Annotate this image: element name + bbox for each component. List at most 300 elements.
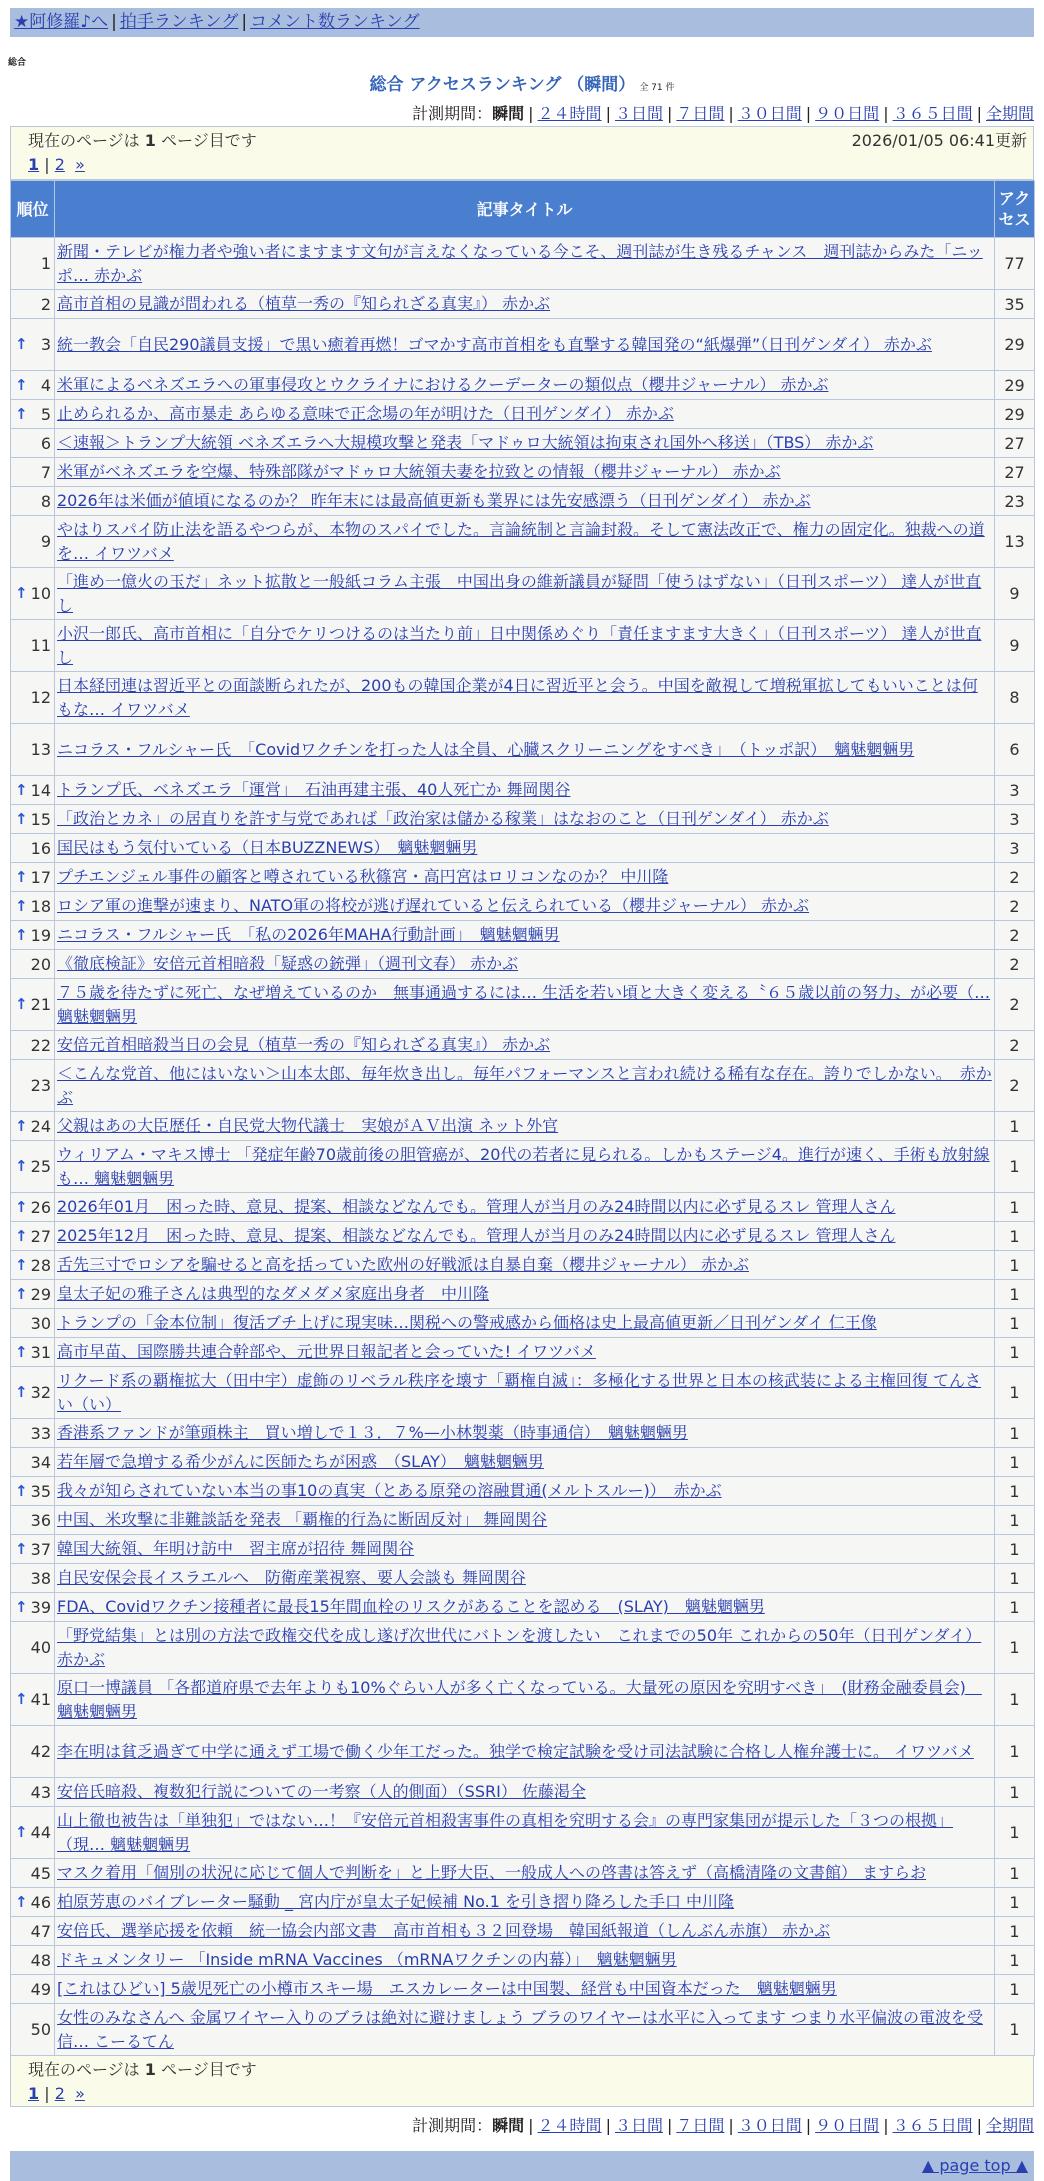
current-page-info: 現在のページは 1 ページ目です [28, 131, 257, 150]
title-cell [55, 1309, 995, 1338]
rank-cell [11, 1888, 55, 1917]
rank-number: 27 [30, 1226, 51, 1246]
rank-up-arrow-icon: ↑ [15, 1157, 28, 1175]
page-link-1-bottom[interactable]: 1 [28, 2084, 40, 2103]
article-link[interactable]: 我々が知らされていない本当の事10の真実（とある原発の溶融貫通(メルトスルー)） 赤かぶ [57, 1481, 722, 1500]
period-label: 計測期間： [412, 2116, 493, 2135]
rank-up-arrow-icon: ↑ [15, 375, 28, 394]
table-row [11, 863, 1035, 892]
access-count: 27 [995, 429, 1035, 458]
article-link[interactable]: 自民安保会長イスラエルへ 防衛産業視察、要人会談も 舞岡関谷 [57, 1568, 526, 1587]
period-current: 瞬間 [492, 2116, 525, 2135]
rank-cell [11, 290, 55, 319]
table-row [11, 1622, 1035, 1674]
article-link[interactable]: 2026年は米価が値頃になるのか？ 昨年末には最高値更新も業界には先安感漂う（日刊ゲンダイ） 赤かぶ [57, 491, 811, 510]
rank-cell [11, 892, 55, 921]
article-link[interactable]: 《徹底検証》安倍元首相暗殺「疑惑の銃弾」（週刊文春） 赤かぶ [57, 954, 519, 973]
rank-number: 44 [30, 1823, 51, 1842]
rank-number: 14 [30, 780, 51, 800]
rank-number: 8 [40, 491, 51, 511]
article-link[interactable]: 統一教会「自民290議員支援」で黒い癒着再燃！ゴマかす高市首相をも直撃する韓国発の“紙爆弾”（日刊ゲンダイ） 赤かぶ [57, 334, 932, 354]
article-link[interactable]: プチエンジェル事件の顧客と噂されている秋篠宮・高円宮はロリコンなのか？ 中川隆 [57, 867, 669, 886]
rank-number: 4 [40, 375, 51, 395]
access-count: 1 [995, 1222, 1035, 1251]
period-30d[interactable]: ３０日間 [737, 104, 802, 123]
article-link[interactable]: 2025年12月 困った時、意見、提案、相談などなんでも。管理人が当月のみ24時間以内に必ず見るスレ 管理人さん [57, 1226, 896, 1245]
article-link[interactable]: 安倍氏、選挙応援を依頼 統一協会内部文書 高市首相も３２回登場 韓国紙報道（しんぶん赤旗） 赤かぶ [57, 1921, 831, 1940]
article-link[interactable]: 新聞・テレビが権力者や強い者にますます文句が言えなくなっている今こそ、週刊誌が生き残るチャンス 週刊誌からみた「ニッポ… 赤かぶ [57, 241, 983, 285]
access-count: 29 [995, 319, 1035, 371]
table-row [11, 1778, 1035, 1807]
rank-cell [11, 1564, 55, 1593]
rank-cell [11, 1593, 55, 1622]
access-count: 3 [995, 834, 1035, 863]
access-count: 8 [995, 672, 1035, 724]
rank-number: 32 [30, 1383, 51, 1402]
access-count: 3 [995, 776, 1035, 805]
article-link[interactable]: 「政治とカネ」の居直りを許す与党であれば「政治家は儲かる稼業」はなおのこと（日刊ゲンダイ） 赤かぶ [57, 809, 829, 828]
rank-up-arrow-icon: ↑ [15, 809, 28, 828]
title-cell [55, 1031, 995, 1060]
article-link[interactable]: 皇太子妃の雅子さんは典型的なダメダメ家庭出身者 中川隆 [57, 1284, 490, 1303]
rank-cell [11, 319, 55, 371]
rank-number: 28 [30, 1255, 51, 1275]
title-cell [55, 1726, 995, 1778]
title-cell [55, 1112, 995, 1141]
page-link-2-bottom[interactable]: 2 [54, 2084, 65, 2103]
period-90d[interactable]: ９０日間 [815, 2116, 880, 2135]
rank-cell [11, 429, 55, 458]
article-link[interactable]: トランプの「金本位制」復活ブチ上げに現実味…関税への警戒感から価格は史上最高値更新／日刊ゲンダイ 仁王像 [57, 1313, 877, 1332]
table-row [11, 1031, 1035, 1060]
table-row [11, 1222, 1035, 1251]
rank-number: 42 [30, 1742, 51, 1761]
access-count: 2 [995, 863, 1035, 892]
top-nav-bar [10, 8, 1034, 37]
access-count: 1 [995, 2004, 1035, 2056]
access-count: 1 [995, 1888, 1035, 1917]
article-link[interactable]: 2026年01月 困った時、意見、提案、相談などなんでも。管理人が当月のみ24時間以内に必ず見るスレ 管理人さん [57, 1197, 896, 1216]
rank-cell [11, 1975, 55, 2004]
rank-up-arrow-icon: ↑ [15, 1197, 28, 1216]
article-link[interactable]: ＜速報＞トランプ大統領 ベネズエラへ大規模攻撃と発表「マドゥロ大統領は拘束され国外へ移送」（TBS） 赤かぶ [57, 433, 874, 452]
rank-up-arrow-icon: ↑ [15, 1481, 28, 1500]
rank-number: 18 [30, 896, 51, 916]
title-cell [55, 1193, 995, 1222]
rank-number: 7 [40, 462, 51, 482]
rank-cell [11, 371, 55, 400]
rank-number: 35 [30, 1481, 51, 1501]
comment-ranking-link[interactable]: コメント数ランキング [250, 12, 420, 32]
table-row [11, 1060, 1035, 1112]
article-link[interactable]: ウィリアム・マキス博士 「発症年齢70歳前後の胆管癌が、20代の若者に見られる。しかもステージ4。進行が速く、手術も放射線も… 魑魅魍魎男 [57, 1144, 990, 1188]
rank-number: 34 [30, 1452, 51, 1472]
article-link[interactable]: 香港系ファンドが筆頭株主 買い増しで１３．７%—小林製薬（時事通信） 魑魅魍魎男 [57, 1423, 688, 1442]
period-3d[interactable]: ３日間 [614, 2116, 663, 2135]
category-label: 総合 [8, 58, 27, 68]
period-label: 計測期間： [412, 104, 493, 123]
table-row [11, 1593, 1035, 1622]
article-link[interactable]: 国民はもう気付いている（日本BUZZNEWS） 魑魅魍魎男 [57, 838, 478, 857]
access-count: 1 [995, 1564, 1035, 1593]
rank-cell [11, 1193, 55, 1222]
rank-cell [11, 1946, 55, 1975]
rank-cell [11, 1535, 55, 1564]
rank-number: 38 [30, 1568, 51, 1588]
article-link[interactable]: 安倍氏暗殺、複数犯行説についての一考察（人的側面）（SSRI） 佐藤渇全 [57, 1782, 586, 1801]
rank-cell [11, 458, 55, 487]
table-row [11, 2004, 1035, 2056]
rank-cell [11, 1338, 55, 1367]
page-top-link[interactable]: ▲ page top ▲ [921, 2156, 1028, 2175]
current-page-info-bottom: 現在のページは 1 ページ目です [28, 2060, 257, 2079]
access-count: 1 [995, 1946, 1035, 1975]
access-count: 1 [995, 1807, 1035, 1859]
rank-number: 21 [30, 995, 51, 1014]
access-count: 1 [995, 1112, 1035, 1141]
rank-cell [11, 834, 55, 863]
rank-number: 26 [30, 1197, 51, 1217]
title-cell [55, 1674, 995, 1726]
period-selector-bottom: 計測期間：瞬間 | ２４時間 | ３日間 | ７日間 | ３０日間 | ９０日間 | ３６５日間 | 全期間 [412, 2116, 1034, 2135]
table-row [11, 950, 1035, 979]
rank-number: 16 [30, 838, 51, 858]
access-count: 9 [995, 568, 1035, 620]
period-365d[interactable]: ３６５日間 [892, 104, 973, 123]
article-link[interactable]: 安倍元首相暗殺当日の会見（植草一秀の『知られざる真実』） 赤かぶ [57, 1035, 551, 1054]
article-link[interactable]: 中国、米攻撃に非難談話を発表 「覇権的行為に断固反対」 舞岡関谷 [57, 1510, 548, 1529]
rank-cell [11, 921, 55, 950]
period-365d[interactable]: ３６５日間 [892, 2116, 973, 2135]
table-row [11, 1309, 1035, 1338]
rank-up-arrow-icon: ↑ [15, 1892, 28, 1911]
rank-number: 23 [30, 1076, 51, 1095]
rank-number: 30 [30, 1313, 51, 1333]
rank-number: 3 [40, 335, 51, 354]
article-link[interactable]: FDA、Covidワクチン接種者に最長15年間血栓のリスクがあることを認める (SLAY) 魑魅魍魎男 [57, 1597, 765, 1616]
title-cell [55, 863, 995, 892]
period-30d[interactable]: ３０日間 [737, 2116, 802, 2135]
access-count: 1 [995, 1251, 1035, 1280]
article-link[interactable]: リクード系の覇権拡大（田中宇）虚飾のリベラル秩序を壊す「覇権自滅」：多極化する世界と日本の核武装による主権回復 てんさい（い） [57, 1370, 981, 1414]
title-cell [55, 238, 995, 290]
access-count: 1 [995, 1448, 1035, 1477]
rank-cell [11, 776, 55, 805]
table-row [11, 892, 1035, 921]
rank-number: 29 [30, 1284, 51, 1304]
table-row [11, 290, 1035, 319]
article-link[interactable]: 日本経団連は習近平との面談断られたが、200もの韓国企業が4日に習近平と会う。中国を敵視して増税軍拡してもいいことは何もな… イワツバメ [57, 675, 978, 719]
article-link[interactable]: 止められるか、高市暴走 あらゆる意味で正念場の年が明けた（日刊ゲンダイ） 赤かぶ [57, 404, 674, 423]
article-link[interactable]: 原口一博議員 「各都道府県で去年よりも10%ぐらい人が多く亡くなっている。大量死の原因を究明すべき」 (財務金融委員会) 魑魅魍魎男 [57, 1677, 982, 1721]
period-3d[interactable]: ３日間 [614, 104, 663, 123]
table-row [11, 1251, 1035, 1280]
article-link[interactable]: 「進め一億火の玉だ」ネット拡散と一般紙コラム主張 中国出身の維新議員が疑問「使うはずない」（日刊スポーツ） 達人が世直し [57, 571, 982, 615]
article-link[interactable]: ニコラス・フルシャー氏 「Covidワクチンを打った人は全員、心臓スクリーニングをすべき」 （トッポ訳） 魑魅魍魎男 [57, 739, 915, 759]
rank-number: 2 [40, 294, 51, 314]
title-cell [55, 776, 995, 805]
article-link[interactable]: 若年層で急増する希少がんに医師たちが困惑 （SLAY） 魑魅魍魎男 [57, 1452, 544, 1471]
rank-cell [11, 620, 55, 672]
table-row [11, 1917, 1035, 1946]
rank-number: 33 [30, 1423, 51, 1443]
title-cell [55, 1251, 995, 1280]
rank-up-arrow-icon: ↑ [15, 1284, 28, 1303]
article-link[interactable]: 柏原芳恵のバイブレーター騒動 _ 宮内庁が皇太子妃候補 No.1 を引き摺り降ろした手口 中川隆 [57, 1892, 735, 1911]
title-cell [55, 1778, 995, 1807]
title-cell [55, 1888, 995, 1917]
rank-cell [11, 1251, 55, 1280]
table-row [11, 429, 1035, 458]
next-page-link-bottom[interactable]: » [75, 2084, 85, 2103]
rank-cell [11, 1674, 55, 1726]
table-row [11, 1448, 1035, 1477]
rank-up-arrow-icon: ↑ [15, 896, 28, 915]
title-cell [55, 1564, 995, 1593]
access-count: 1 [995, 1367, 1035, 1419]
table-row [11, 319, 1035, 371]
nav-separator: | [241, 12, 248, 32]
rank-cell [11, 724, 55, 776]
title-cell [55, 290, 995, 319]
article-link[interactable]: 舌先三寸でロシアを騙せると高を括っていた欧州の好戦派は自暴自棄（櫻井ジャーナル） 赤かぶ [57, 1255, 749, 1274]
article-link[interactable]: トランプ氏、ベネズエラ「運営」 石油再建主張、40人死亡か 舞岡関谷 [57, 780, 571, 799]
table-row [11, 1946, 1035, 1975]
article-link[interactable]: 韓国大統領、年明け訪中 習主席が招待 舞岡関谷 [57, 1539, 415, 1558]
title-cell [55, 672, 995, 724]
rank-number: 9 [40, 532, 51, 551]
rank-number: 43 [30, 1782, 51, 1802]
rank-up-arrow-icon: ↑ [15, 1226, 28, 1245]
article-link[interactable]: ドキュメンタリー 「Inside mRNA Vaccines （mRNAワクチンの内幕）」 魑魅魍魎男 [57, 1950, 677, 1969]
title-cell [55, 1419, 995, 1448]
title-cell [55, 805, 995, 834]
title-cell [55, 921, 995, 950]
rank-number: 19 [30, 925, 51, 945]
table-row [11, 1888, 1035, 1917]
rank-cell [11, 950, 55, 979]
rank-cell [11, 2004, 55, 2056]
footer-bar [10, 2151, 1034, 2181]
access-count: 1 [995, 1506, 1035, 1535]
period-7d[interactable]: ７日間 [676, 2116, 725, 2135]
rank-number: 31 [30, 1342, 51, 1362]
rank-up-arrow-icon: ↑ [15, 584, 28, 602]
rank-number: 40 [30, 1638, 51, 1657]
title-cell [55, 1280, 995, 1309]
rank-number: 48 [30, 1950, 51, 1970]
table-row [11, 238, 1035, 290]
rank-cell [11, 1726, 55, 1778]
title-cell [55, 516, 995, 568]
title-cell [55, 1506, 995, 1535]
access-count: 1 [995, 1975, 1035, 2004]
rank-cell [11, 1778, 55, 1807]
rank-number: 50 [30, 2020, 51, 2039]
article-link[interactable]: やはりスパイ防止法を語るやつらが、本物のスパイでした。言論統制と言論封殺。そして憲法改正で、権力の固定化。独裁への道を… イワツバメ [57, 519, 985, 563]
title-cell [55, 979, 995, 1031]
table-row [11, 1674, 1035, 1726]
access-count: 29 [995, 400, 1035, 429]
table-row [11, 1807, 1035, 1859]
table-row [11, 458, 1035, 487]
access-count: 13 [995, 516, 1035, 568]
table-row [11, 1477, 1035, 1506]
rank-number: 20 [30, 954, 51, 974]
access-count: 27 [995, 458, 1035, 487]
period-90d[interactable]: ９０日間 [815, 104, 880, 123]
article-link[interactable]: ＜こんな党首、他にはいない＞山本太郎、毎年炊き出し。毎年パフォーマンスと言われ続ける稀有な存在。誇りでしかない。 赤かぶ [57, 1063, 992, 1107]
table-row [11, 568, 1035, 620]
rank-number: 45 [30, 1863, 51, 1883]
period-24h[interactable]: ２４時間 [537, 2116, 602, 2135]
access-count: 6 [995, 724, 1035, 776]
title-cell [55, 429, 995, 458]
title-cell [55, 1859, 995, 1888]
rank-cell [11, 1477, 55, 1506]
rank-cell [11, 1309, 55, 1338]
table-row [11, 1564, 1035, 1593]
table-row [11, 1975, 1035, 2004]
rank-cell [11, 1222, 55, 1251]
title-cell [55, 1060, 995, 1112]
ranking-table [10, 180, 1035, 2056]
table-row [11, 1338, 1035, 1367]
access-count: 1 [995, 1726, 1035, 1778]
title-cell [55, 1448, 995, 1477]
access-count: 1 [995, 1338, 1035, 1367]
rank-cell [11, 487, 55, 516]
rank-up-arrow-icon: ↑ [15, 1255, 28, 1274]
rank-cell [11, 238, 55, 290]
rank-number: 1 [40, 254, 51, 273]
title-cell [55, 1535, 995, 1564]
access-count: 2 [995, 921, 1035, 950]
period-selector-top: 計測期間：瞬間 | ２４時間 | ３日間 | ７日間 | ３０日間 | ９０日間 | ３６５日間 | 全期間 [412, 104, 1034, 123]
rank-cell [11, 1031, 55, 1060]
next-page-link[interactable]: » [75, 155, 85, 174]
article-link[interactable]: 米軍によるベネズエラへの軍事侵攻とウクライナにおけるクーデーターの類似点（櫻井ジャーナル） 赤かぶ [57, 375, 829, 394]
access-count: 3 [995, 805, 1035, 834]
title-cell [55, 834, 995, 863]
period-all[interactable]: 全期間 [985, 2116, 1034, 2135]
rank-number: 36 [30, 1510, 51, 1530]
period-all[interactable]: 全期間 [985, 104, 1034, 123]
rank-cell [11, 516, 55, 568]
title-cell [55, 1338, 995, 1367]
article-link[interactable]: ロシア軍の進撃が速まり、NATO軍の将校が逃げ遅れていると伝えられている（櫻井ジャーナル） 赤かぶ [57, 896, 810, 915]
article-link[interactable]: 女性のみなさんへ 金属ワイヤー入りのブラは絶対に避けましょう ブラのワイヤーは水平に入ってます つまり水平偏波の電波を受信… こーるてん [57, 2007, 983, 2051]
rank-cell [11, 1859, 55, 1888]
rank-cell [11, 1448, 55, 1477]
article-link[interactable]: 高市早苗、国際勝共連合幹部や、元世界日報記者と会っていた! イワツバメ [57, 1342, 596, 1361]
rank-up-arrow-icon: ↑ [15, 1539, 28, 1558]
clap-ranking-link[interactable]: 拍手ランキング [119, 12, 239, 32]
rank-cell [11, 1419, 55, 1448]
article-link[interactable]: 「野党結集」とは別の方法で政権交代を成し遂げ次世代にバトンを渡したい これまでの50年 これからの50年（日刊ゲンダイ） 赤かぶ [57, 1625, 982, 1669]
period-24h[interactable]: ２４時間 [537, 104, 602, 123]
access-count: 1 [995, 1193, 1035, 1222]
article-link[interactable]: 李在明は貧乏過ぎて中学に通えず工場で働く少年工だった。独学で検定試験を受け司法試験に合格し人権弁護士に。 イワツバメ [57, 1741, 974, 1761]
access-count: 2 [995, 979, 1035, 1031]
period-7d[interactable]: ７日間 [676, 104, 725, 123]
article-link[interactable]: ニコラス・フルシャー氏 「私の2026年MAHA行動計画」 魑魅魍魎男 [57, 925, 560, 944]
access-count: 2 [995, 950, 1035, 979]
title-cell [55, 1917, 995, 1946]
access-count: 1 [995, 1778, 1035, 1807]
rank-number: 37 [30, 1539, 51, 1559]
access-count: 2 [995, 1031, 1035, 1060]
title-cell [55, 371, 995, 400]
page-links: 1 | 2 » [28, 155, 85, 174]
rank-number: 47 [30, 1921, 51, 1941]
rank-cell [11, 805, 55, 834]
rank-up-arrow-icon: ↑ [15, 1823, 28, 1841]
rank-cell [11, 1506, 55, 1535]
table-row [11, 834, 1035, 863]
page-link-1[interactable]: 1 [28, 155, 40, 174]
rank-number: 41 [30, 1690, 51, 1709]
article-link[interactable]: [これはひどい] 5歳児死亡の小樽市スキー場 エスカレーターは中国製、経営も中国資本だった 魑魅魍魎男 [57, 1979, 837, 1998]
table-row [11, 516, 1035, 568]
article-link[interactable]: ７５歳を待たずに死亡、なぜ増えているのか 無事通過するには… 生活を若い頃と大きく変える〝６５歳以前の努力〟が必要（… 魑魅魍魎男 [57, 982, 991, 1026]
rank-cell [11, 1280, 55, 1309]
article-link[interactable]: マスク着用「個別の状況に応じて個人で判断を」と上野大臣、一般成人への啓書は答えず（高橋清隆の文書館） ますらお [57, 1863, 927, 1882]
home-link[interactable]: ★阿修羅♪へ [14, 12, 109, 32]
article-link[interactable]: 小沢一郎氏、高市首相に「自分でケリつけるのは当たり前」日中関係めぐり「責任ますます大きく」（日刊スポーツ） 達人が世直し [57, 623, 982, 667]
access-count: 1 [995, 1280, 1035, 1309]
table-row [11, 1193, 1035, 1222]
article-link[interactable]: 米軍がベネズエラを空爆、特殊部隊がマドゥロ大統領夫妻を拉致との情報（櫻井ジャーナル） 赤かぶ [57, 462, 781, 481]
rank-cell [11, 1112, 55, 1141]
table-row [11, 1535, 1035, 1564]
title-cell [55, 1477, 995, 1506]
page-links-bottom: 1 | 2 » [28, 2084, 85, 2103]
rank-cell [11, 979, 55, 1031]
rank-cell [11, 1367, 55, 1419]
rank-up-arrow-icon: ↑ [15, 995, 28, 1013]
access-count: 2 [995, 1060, 1035, 1112]
table-row [11, 979, 1035, 1031]
rank-number: 10 [30, 584, 51, 603]
rank-cell [11, 1141, 55, 1193]
table-row [11, 620, 1035, 672]
title-cell [55, 319, 995, 371]
rank-cell [11, 400, 55, 429]
page-link-2[interactable]: 2 [54, 155, 65, 174]
page-title [0, 70, 1044, 95]
table-row [11, 724, 1035, 776]
article-link[interactable]: 山上徹也被告は「単独犯」ではない…！『安倍元首相殺害事件の真相を究明する会』の専門家集団が提示した「３つの根拠」（現… 魑魅魍魎男 [57, 1810, 954, 1854]
title-cell [55, 1367, 995, 1419]
title-cell [55, 1222, 995, 1251]
rank-number: 25 [30, 1157, 51, 1176]
rank-up-arrow-icon: ↑ [15, 404, 28, 423]
rank-up-arrow-icon: ↑ [15, 1383, 28, 1401]
access-count: 35 [995, 290, 1035, 319]
table-row [11, 1112, 1035, 1141]
rank-number: 22 [30, 1035, 51, 1055]
title-cell [55, 620, 995, 672]
table-row [11, 1859, 1035, 1888]
access-count: 1 [995, 1593, 1035, 1622]
table-row [11, 776, 1035, 805]
article-link[interactable]: 父親はあの大臣歴任・自民党大物代議士 実娘がＡＶ出演 ネット外官 [57, 1116, 559, 1135]
title-cell [55, 1593, 995, 1622]
title-cell [55, 1141, 995, 1193]
access-count: 1 [995, 1622, 1035, 1674]
article-link[interactable]: 高市首相の見識が問われる（植草一秀の『知られざる真実』） 赤かぶ [57, 294, 551, 313]
